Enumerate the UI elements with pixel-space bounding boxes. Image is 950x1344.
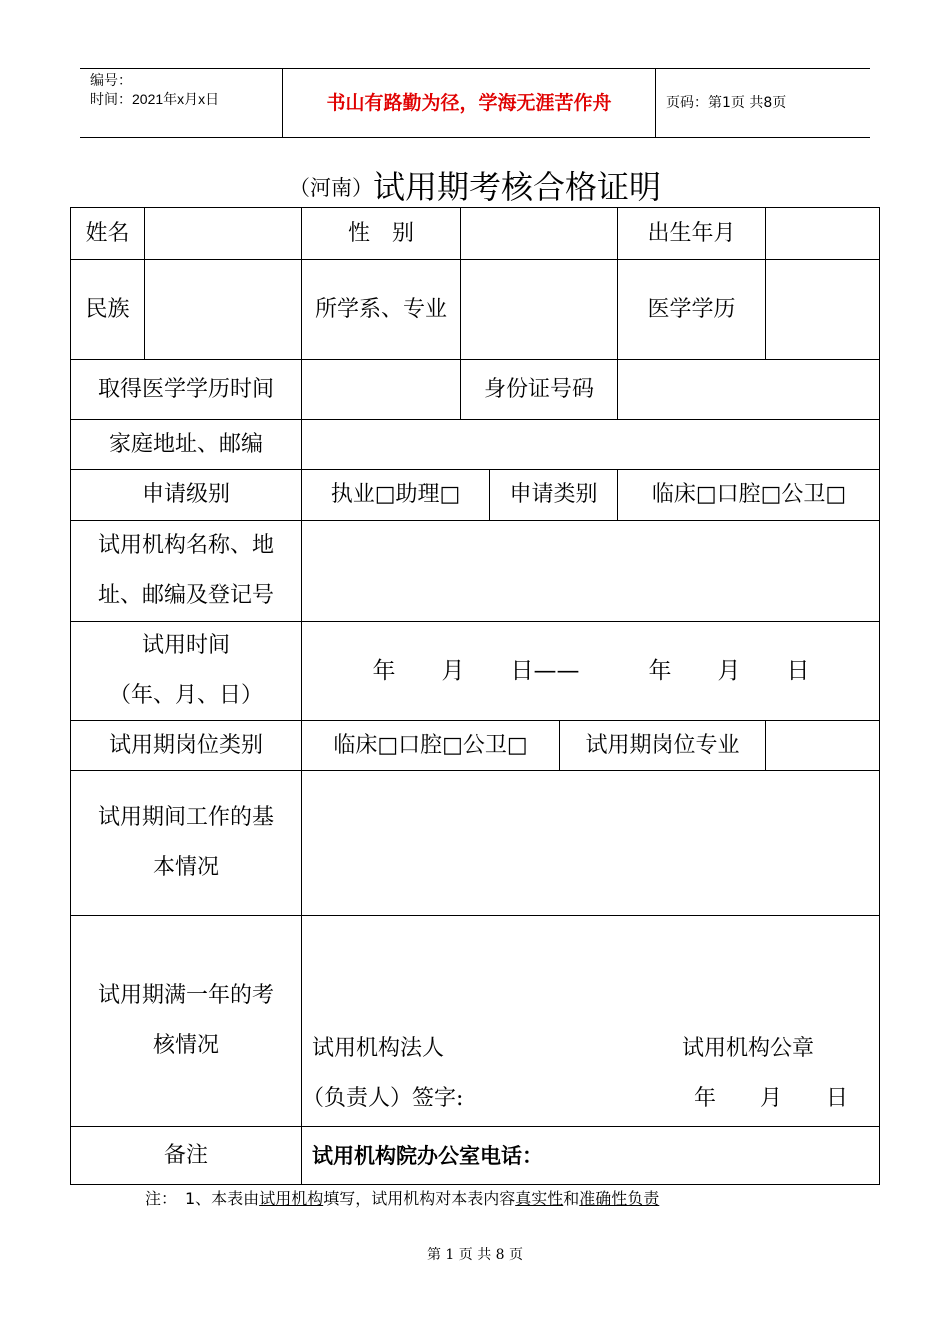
apply-type-label: 申请类别	[489, 469, 617, 520]
legal-person-label: 试用机构法人	[312, 1036, 445, 1061]
birth-label: 出生年月	[617, 207, 765, 259]
post-type-options[interactable]: 临床□口腔□公卫□	[301, 720, 559, 770]
major-label: 所学系、专业	[301, 259, 460, 359]
period-label: 试用时间	[141, 633, 230, 658]
period-sub: （年、月、日）	[108, 683, 263, 708]
footnote	[145, 1186, 659, 1209]
edu-time-label: 取得医学学历时间	[70, 359, 301, 419]
page-title	[0, 162, 950, 208]
birth-field[interactable]	[765, 207, 880, 259]
education-field[interactable]	[765, 259, 880, 359]
address-label: 家庭地址、邮编	[70, 419, 301, 469]
header-meta	[80, 69, 282, 137]
name-field[interactable]	[144, 207, 301, 259]
name-label: 姓名	[70, 207, 144, 259]
org-label: 试用机构名称、地址、邮编及登记号	[70, 520, 301, 621]
page-header	[80, 68, 870, 138]
note-prefix: 注： 1、本表由	[145, 1189, 260, 1208]
id-label: 身份证号码	[460, 359, 617, 419]
apply-type-options[interactable]: 临床□口腔□公卫□	[617, 469, 880, 520]
work-field[interactable]	[301, 770, 880, 915]
gender-field[interactable]	[460, 207, 617, 259]
number-label: 编号：	[90, 72, 132, 88]
title-main: 试用期考核合格证明	[372, 168, 661, 206]
sign-label: （负责人）签字:	[302, 1086, 464, 1111]
assess-date: 年 月 日	[694, 1086, 849, 1111]
note-u3: 准确性负责	[579, 1189, 660, 1208]
note-u2: 真实性	[515, 1189, 564, 1208]
assess-label: 试用期满一年的考核情况	[70, 915, 301, 1126]
assess-field[interactable]	[301, 915, 880, 1126]
post-major-label: 试用期岗位专业	[559, 720, 765, 770]
title-province: （河南）	[288, 176, 373, 200]
motto: 书山有路勤为径，学海无涯苦作舟	[282, 69, 656, 137]
gender-label: 性 别	[301, 207, 460, 259]
page-info: 页码：第1页 共8页	[666, 95, 787, 111]
remark-label: 备注	[70, 1126, 301, 1185]
apply-level-label: 申请级别	[70, 469, 301, 520]
edu-time-field[interactable]	[301, 359, 460, 419]
period-value[interactable]: 年 月 日—— 年 月 日	[301, 621, 880, 720]
apply-level-options[interactable]: 执业□助理□	[301, 469, 489, 520]
work-label: 试用期间工作的基本情况	[70, 770, 301, 915]
major-field[interactable]	[460, 259, 617, 359]
note-u1: 试用机构	[259, 1189, 324, 1208]
phone-label[interactable]: 试用机构院办公室电话：	[301, 1126, 880, 1185]
id-field[interactable]	[617, 359, 880, 419]
education-label: 医学学历	[617, 259, 765, 359]
date-label: 时间：2021年x月x日	[90, 91, 220, 107]
post-major-field[interactable]	[765, 720, 880, 770]
note-mid: 填写，试用机构对本表内容	[323, 1189, 516, 1208]
note-and: 和	[563, 1189, 580, 1208]
post-type-label: 试用期岗位类别	[70, 720, 301, 770]
seal-label: 试用机构公章	[682, 1036, 815, 1061]
ethnicity-field[interactable]	[144, 259, 301, 359]
period-label-cell	[70, 621, 301, 720]
address-field[interactable]	[301, 419, 880, 469]
ethnicity-label: 民族	[70, 259, 144, 359]
org-field[interactable]	[301, 520, 880, 621]
page-footer: 第 1 页 共 8 页	[426, 1247, 524, 1263]
